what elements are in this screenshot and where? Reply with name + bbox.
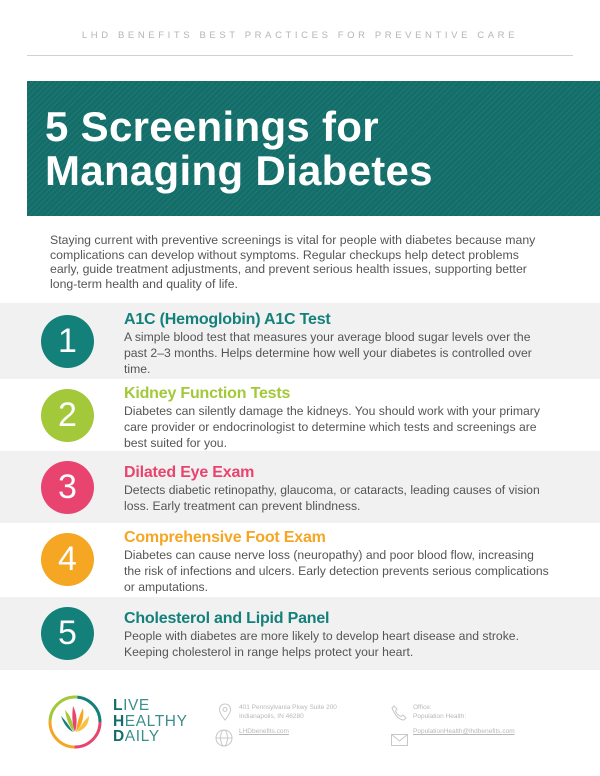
website-link-wrap [239, 728, 289, 737]
live-healthy-daily-logo [47, 694, 187, 750]
title-line-2: Managing Diabetes [45, 147, 433, 194]
number-badge-5: 5 [41, 607, 94, 660]
logo-wordmark: LIVE HEALTHY DAILY [113, 697, 188, 745]
lotus-logo-icon [47, 694, 107, 750]
screening-title-4: Comprehensive Foot Exam [124, 529, 326, 546]
email-icon [391, 734, 408, 746]
office-info: Office: Population Health: [413, 704, 467, 720]
intro-paragraph: Staying current with preventive screenings is vital for people with diabetes because many complications can develop without symptoms. Regular checkups help detect problems early, guide treatment adjustments, and prevent serious health issues, supporting better long-term health and quality of life. [50, 233, 536, 291]
location-pin-icon [218, 703, 232, 721]
number-badge-1: 1 [41, 315, 94, 368]
screening-title-2: Kidney Function Tests [124, 385, 291, 402]
screening-desc-5: People with diabetes are more likely to develop heart disease and stroke. Keeping cholesterol in range helps protect your heart. [124, 629, 519, 659]
address: 401 Pennsylvania Pkwy Suite 200 Indianapolis, IN 46280 [239, 704, 337, 720]
phone-icon [391, 705, 407, 721]
website-link[interactable]: LHDbenefits.com [239, 728, 289, 735]
screening-title-5: Cholesterol and Lipid Panel [124, 610, 330, 627]
screening-row-1 [0, 303, 600, 379]
header-kicker: LHD BENEFITS BEST PRACTICES FOR PREVENTIVE CARE [81, 30, 519, 41]
screening-title-3: Dilated Eye Exam [124, 464, 255, 481]
number-badge-3: 3 [41, 461, 94, 514]
screening-row-4 [0, 523, 600, 597]
email-link[interactable]: PopulationHealth@lhdbenefits.com [413, 728, 515, 735]
number-badge-2: 2 [41, 389, 94, 442]
globe-icon [215, 729, 233, 747]
screening-title-1: A1C (Hemoglobin) A1C Test [124, 311, 331, 328]
screening-desc-1: A simple blood test that measures your average blood sugar levels over the past 2–3 months. Helps determine how well your diabetes is controlled over time. [124, 330, 532, 376]
screening-row-2 [0, 379, 600, 451]
title-line-1: 5 Screenings for [45, 103, 379, 150]
screening-desc-2: Diabetes can silently damage the kidneys. You should work with your primary care provider or endocrinologist to determine which tests and screenings are best suited for you. [124, 404, 540, 450]
email-link-wrap [413, 728, 515, 737]
screening-row-5 [0, 597, 600, 670]
title-banner [27, 81, 600, 216]
screening-desc-4: Diabetes can cause nerve loss (neuropathy) and poor blood flow, increasing the risk of infections and ulcers. Early detection prevents serious complications or amputations. [124, 548, 549, 594]
screening-desc-3: Detects diabetic retinopathy, glaucoma, or cataracts, leading causes of vision loss. Early treatment can prevent blindness. [124, 483, 540, 513]
number-badge-4: 4 [41, 533, 94, 586]
screening-row-3 [0, 451, 600, 523]
page-title [45, 105, 433, 193]
header-divider [27, 55, 573, 56]
